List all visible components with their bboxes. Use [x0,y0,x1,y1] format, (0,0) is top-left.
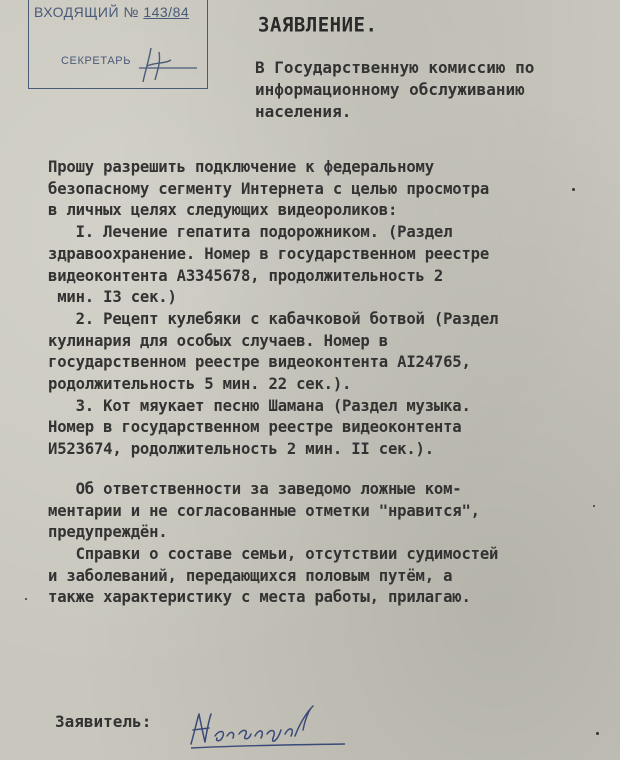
body-line: 3. Кот мяукает песню Шамана (Раздел музыка. [48,396,471,415]
stamp-incoming-number [34,4,189,20]
body-line: кулинария для особых случаев. Номер в [48,331,388,350]
paper-speck [25,598,27,600]
body-line: государственном реестре видеоконтента АI24765, [48,353,471,372]
paragraph-gap [48,461,608,479]
body-line: безопасному сегменту Интернета с целью просмотра [48,179,490,198]
body-line: также характеристику с места работы, прилагаю. [48,588,471,607]
paper-speck [572,188,575,191]
secretary-signature-icon [137,42,207,86]
addressee-block [255,57,595,123]
body-line: I. Лечение гепатита подорожником. (Раздел [48,223,453,242]
body-line: ментарии и не согласованные отметки "нравится", [48,501,480,520]
body-line: в личных целях следующих видеороликов: [48,201,398,220]
body-line: И523674, родолжительность 2 мин. II сек.). [48,440,434,459]
document-title: ЗАЯВЛЕНИЕ. [258,13,378,37]
body-line: предупреждён. [48,523,168,542]
addressee-line: информационному обслуживанию [255,80,525,99]
body-line: Номер в государственном реестре видеоконтента [48,418,462,437]
stamp-incoming-label: ВХОДЯЩИЙ № [34,4,139,20]
body-line: Прошу разрешить подключение к федеральному [48,158,434,176]
body-line: родолжительность 5 мин. 22 сек.). [48,375,352,394]
paper-speck [596,732,599,735]
stamp-secretary-label: СЕКРЕТАРЬ [61,55,132,67]
body-line: Справки о составе семьи, отсутствии судимостей [48,544,499,563]
signature-label: Заявитель: [55,712,152,731]
stamp-number-value: 143/84 [143,4,190,20]
handwritten-signature [185,700,350,755]
body-line: 2. Рецепт кулебяки с кабачковой ботвой (Раздел [48,309,499,328]
body-line: видеоконтента А3345678, продолжительность 2 [48,266,444,285]
body-line: мин. I3 сек.) [48,288,177,307]
body-line: и заболеваний, передающихся половым путём, а [48,566,453,585]
signature-row [55,712,151,731]
addressee-line: населения. [255,102,352,121]
body-line: здравоохранение. Номер в государственном реестре [48,244,490,263]
addressee-line: В Государственную комиссию по [255,58,535,77]
paper-speck [593,505,595,507]
document-body [48,157,608,609]
body-line: Об ответственности за заведомо ложные ком- [48,479,462,498]
